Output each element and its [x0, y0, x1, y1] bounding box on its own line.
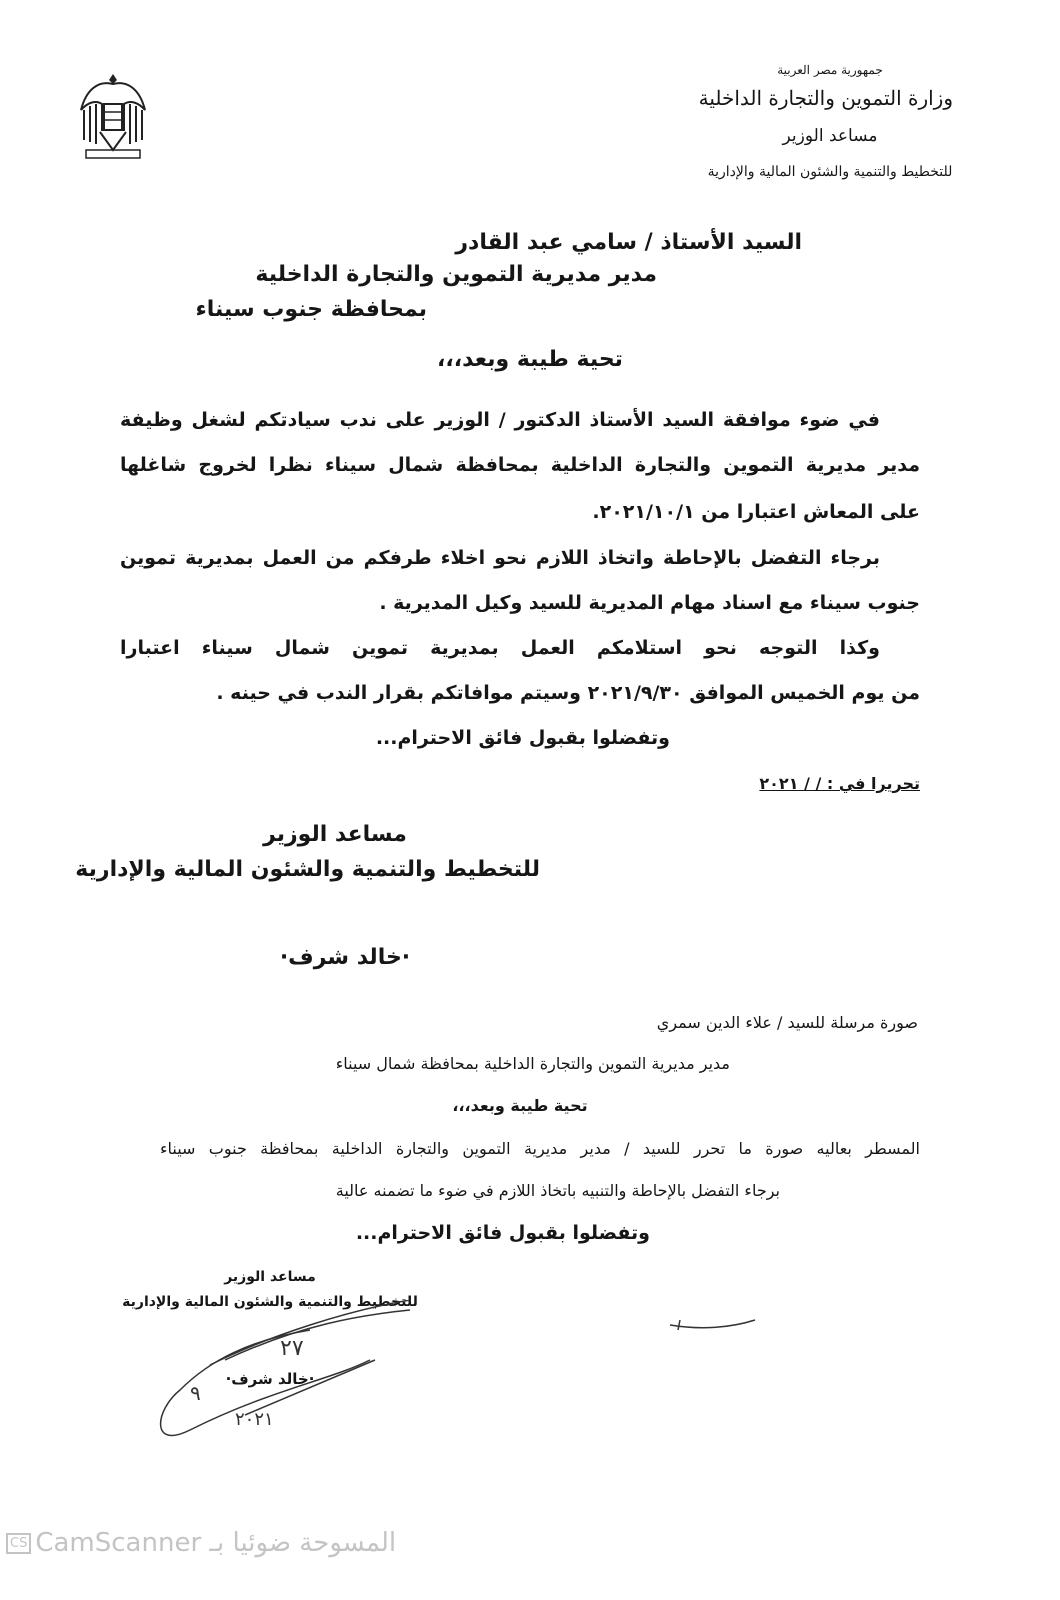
letterhead-ministry: وزارة التموين والتجارة الداخلية	[698, 86, 953, 110]
addressee-location: بمحافظة جنوب سيناء	[195, 297, 427, 322]
body-line: جنوب سيناء مع اسناد مهام المديرية للسيد وكيل المديرية .	[379, 592, 920, 614]
body-line: من يوم الخميس الموافق ٢٠٢١/٩/٣٠ وسيتم موافاتكم بقرار الندب في حينه .	[216, 682, 920, 704]
handwritten-signature	[150, 1300, 790, 1450]
addressee-name: السيد الأستاذ / سامي عبد القادر	[455, 230, 802, 255]
body-line: مدير مديرية التموين والتجارة الداخلية بمحافظة شمال سيناء نظرا لخروج شاغلها	[120, 454, 920, 476]
greeting: تحية طيبة وبعد،،،	[437, 347, 623, 372]
body-line: برجاء التفضل بالإحاطة واتخاذ اللازم نحو اخلاء طرفكم من العمل بمديرية تموين	[120, 547, 880, 569]
body-line: على المعاش اعتبارا من ٢٠٢١/١٠/١.	[592, 501, 920, 523]
date-line: تحريرا في : / / ٢٠٢١	[759, 774, 920, 793]
watermark-text: CamScanner المسوحة ضوئيا بـ	[35, 1528, 397, 1558]
signatory-title: مساعد الوزير	[263, 822, 407, 847]
handwritten-month: ٩	[190, 1381, 201, 1405]
addressee-title: مدير مديرية التموين والتجارة الداخلية	[255, 262, 657, 287]
copy-title-line: مدير مديرية التموين والتجارة الداخلية بمحافظة شمال سيناء	[335, 1054, 730, 1073]
copy-body-line: برجاء التفضل بالإحاطة والتنبيه باتخاذ اللازم في ضوء ما تضمنه عالية	[335, 1181, 780, 1200]
copy-signatory-department: للتخطيط والتنمية والشئون المالية والإدارية	[122, 1294, 418, 1310]
body-line: وكذا التوجه نحو استلامكم العمل بمديرية تموين شمال سيناء اعتبارا	[120, 637, 880, 659]
letterhead-department: للتخطيط والتنمية والشئون المالية والإدارية	[707, 164, 953, 180]
handwritten-year: ٢٠٢١	[235, 1409, 274, 1430]
letterhead-country: جمهورية مصر العربية	[777, 63, 883, 77]
closing: وتفضلوا بقبول فائق الاحترام...	[375, 727, 670, 749]
egypt-eagle-emblem-icon	[78, 70, 148, 162]
camscanner-logo-icon: CS	[6, 1533, 31, 1554]
signatory-name: ·خالد شرف·	[279, 945, 411, 970]
copy-signatory-name: ·خالد شرف·	[225, 1370, 315, 1388]
signatory-department: للتخطيط والتنمية والشئون المالية والإدارية	[75, 857, 540, 882]
copy-closing: وتفضلوا بقبول فائق الاحترام...	[355, 1222, 650, 1244]
copy-to-line: صورة مرسلة للسيد / علاء الدين سمري	[656, 1013, 918, 1032]
letterhead-office: مساعد الوزير	[782, 126, 878, 146]
camscanner-watermark	[6, 1528, 396, 1558]
copy-signatory-title: مساعد الوزير	[224, 1269, 316, 1285]
handwritten-day: ٢٧	[280, 1336, 304, 1361]
copy-body-line: المسطر بعاليه صورة ما تحرر للسيد / مدير مديرية التموين والتجارة الداخلية بمحافظة جنوب سيناء	[160, 1139, 920, 1158]
body-line: في ضوء موافقة السيد الأستاذ الدكتور / الوزير على ندب سيادتكم لشغل وظيفة	[120, 409, 880, 431]
copy-greeting: تحية طيبة وبعد،،،	[452, 1096, 588, 1115]
